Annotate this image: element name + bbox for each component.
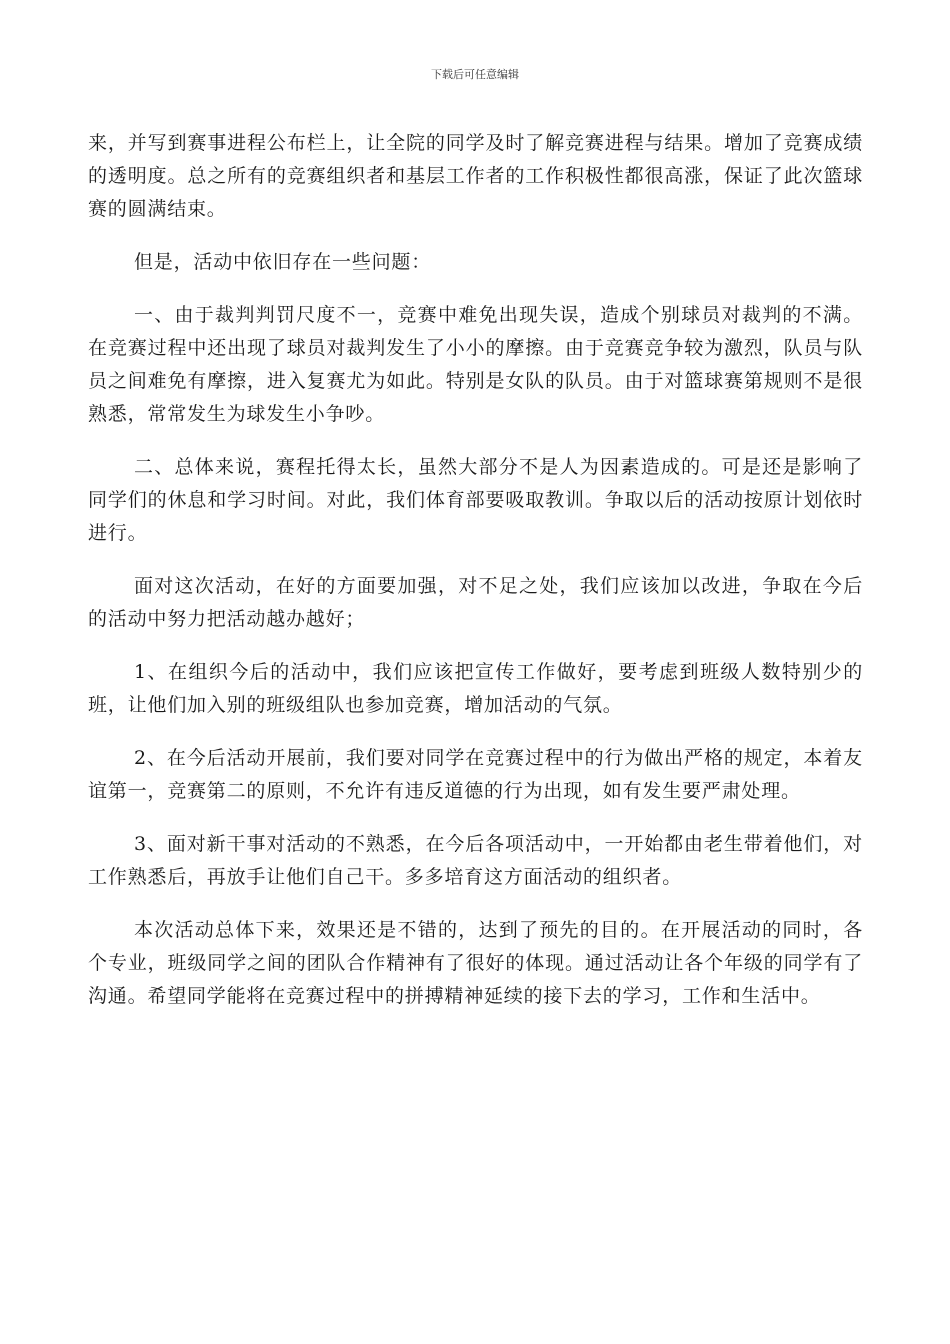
page-header: 下载后可任意编辑 (431, 68, 519, 81)
paragraph-improvement-2: 2、在今后活动开展前，我们要对同学在竞赛过程中的行为做出严格的规定，本着友谊第一，竞赛第二的原则，不允许有违反道德的行为出现，如有发生要严肃处理。 (88, 747, 863, 802)
paragraph-improvement-intro: 面对这次活动，在好的方面要加强，对不足之处，我们应该加以改进，争取在今后的活动中努力把活动越办越好； (88, 575, 863, 630)
paragraph-continuation: 来，并写到赛事进程公布栏上，让全院的同学及时了解竞赛进程与结果。增加了竞赛成绩的透明度。总之所有的竞赛组织者和基层工作者的工作积极性都很高涨，保证了此次篮球赛的圆满结束。 (88, 132, 863, 220)
document-body (88, 127, 863, 1033)
paragraph-conclusion: 本次活动总体下来，效果还是不错的，达到了预先的目的。在开展活动的同时，各个专业，班级同学之间的团队合作精神有了很好的体现。通过活动让各个年级的同学有了沟通。希望同学能将在竞赛过程中的拼搏精神延续的接下去的学习，工作和生活中。 (88, 919, 863, 1007)
paragraph-problem-1: 一、由于裁判判罚尺度不一，竞赛中难免出现失误，造成个别球员对裁判的不满。在竞赛过程中还出现了球员对裁判发生了小小的摩擦。由于竞赛竞争较为激烈，队员与队员之间难免有摩擦，进入复赛尤为如此。特别是女队的队员。由于对篮球赛第规则不是很熟悉，常常发生为球发生小争吵。 (88, 304, 863, 425)
paragraph-improvement-3: 3、面对新干事对活动的不熟悉，在今后各项活动中，一开始都由老生带着他们，对工作熟悉后，再放手让他们自己干。多多培育这方面活动的组织者。 (88, 833, 863, 888)
paragraph-problem-2: 二、总体来说，赛程托得太长，虽然大部分不是人为因素造成的。可是还是影响了同学们的休息和学习时间。对此，我们体育部要吸取教训。争取以后的活动按原计划依时进行。 (88, 456, 863, 544)
paragraph-problems-intro: 但是，活动中依旧存在一些问题： (134, 251, 432, 273)
paragraph-improvement-1: 1、在组织今后的活动中，我们应该把宣传工作做好，要考虑到班级人数特别少的班，让他们加入别的班级组队也参加竞赛，增加活动的气氛。 (88, 661, 863, 716)
